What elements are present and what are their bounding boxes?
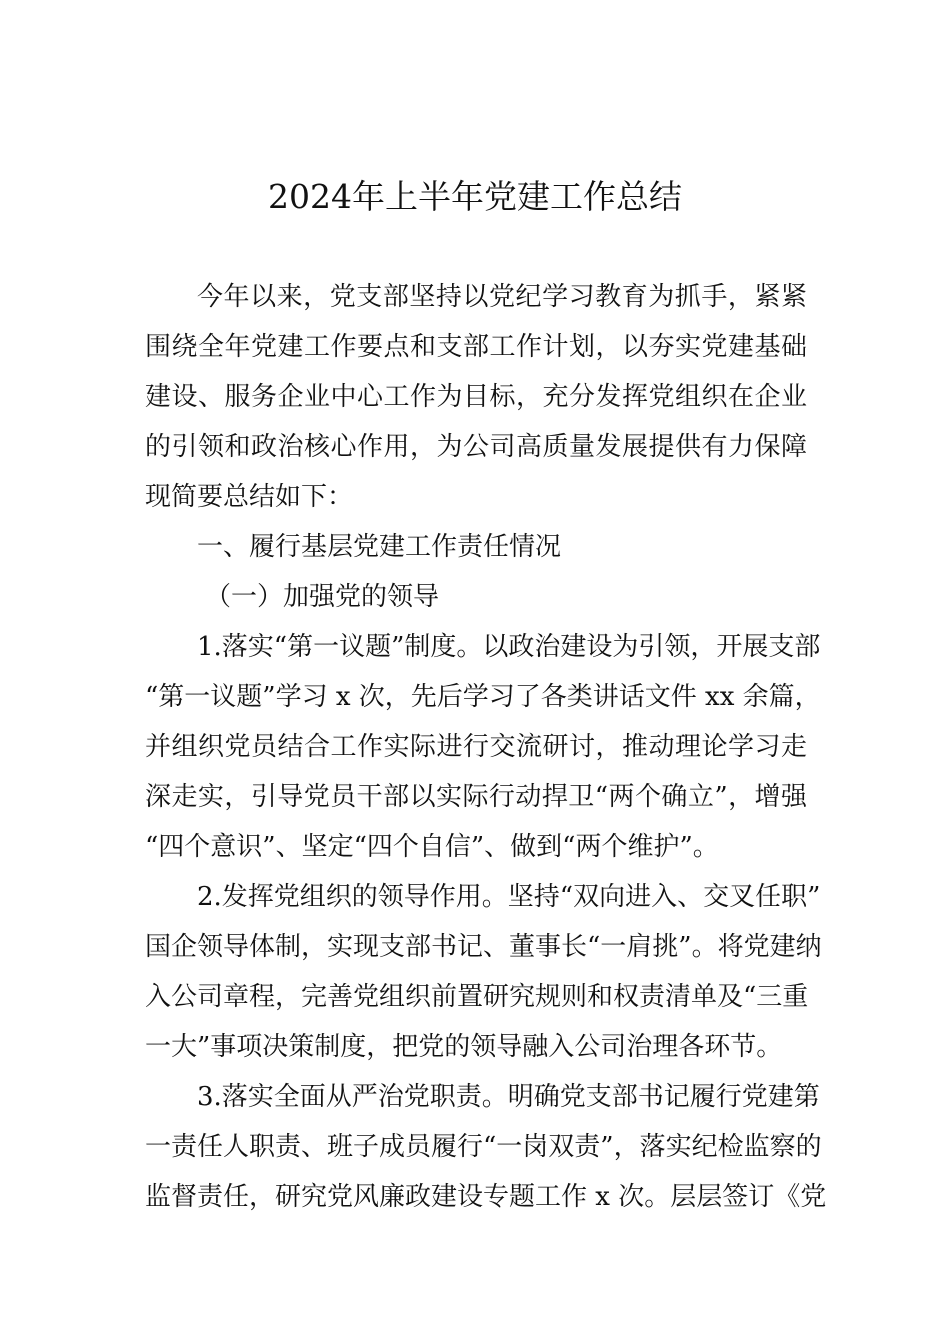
paragraph-line: 并组织党员结合工作实际进行交流研讨，推动理论学习走	[145, 732, 807, 762]
subsection-heading: （一）加强党的领导	[205, 582, 440, 612]
paragraph-line: 入公司章程，完善党组织前置研究规则和权责清单及“三重	[145, 982, 809, 1012]
paragraph-line: 现简要总结如下：	[145, 482, 354, 512]
paragraph-line: 一责任人职责、班子成员履行“一岗双责”，落实纪检监察的	[145, 1132, 822, 1162]
paragraph-line: 一大”事项决策制度，把党的领导融入公司治理各环节。	[145, 1032, 783, 1062]
section-heading: 一、履行基层党建工作责任情况	[197, 532, 562, 562]
paragraph-line: “四个意识”、坚定“四个自信”、做到“两个维护”。	[145, 832, 719, 862]
paragraph-line: 的引领和政治核心作用，为公司高质量发展提供有力保障	[145, 432, 807, 462]
paragraph-line: 3.落实全面从严治党职责。明确党支部书记履行党建第	[197, 1082, 820, 1112]
paragraph-line: 2.发挥党组织的领导作用。坚持“双向进入、交叉任职”	[197, 882, 821, 912]
paragraph-line: 今年以来，党支部坚持以党纪学习教育为抓手，紧紧	[197, 282, 807, 312]
document-title: 2024年上半年党建工作总结	[268, 177, 682, 216]
paragraph-line: 深走实，引导党员干部以实际行动捍卫“两个确立”，增强	[145, 782, 807, 812]
paragraph-line: 建设、服务企业中心工作为目标，充分发挥党组织在企业	[145, 382, 807, 412]
document-body	[145, 272, 827, 1222]
paragraph-line: 1.落实“第一议题”制度。以政治建设为引领，开展支部	[197, 632, 821, 662]
paragraph-line: 围绕全年党建工作要点和支部工作计划，以夯实党建基础	[145, 332, 807, 362]
paragraph-line: “第一议题”学习 x 次，先后学习了各类讲话文件 xx 余篇，	[145, 682, 821, 712]
paragraph-line: 监督责任，研究党风廉政建设专题工作 x 次。层层签订《党	[145, 1182, 827, 1212]
paragraph-line: 国企领导体制，实现支部书记、董事长“一肩挑”。将党建纳	[145, 932, 822, 962]
